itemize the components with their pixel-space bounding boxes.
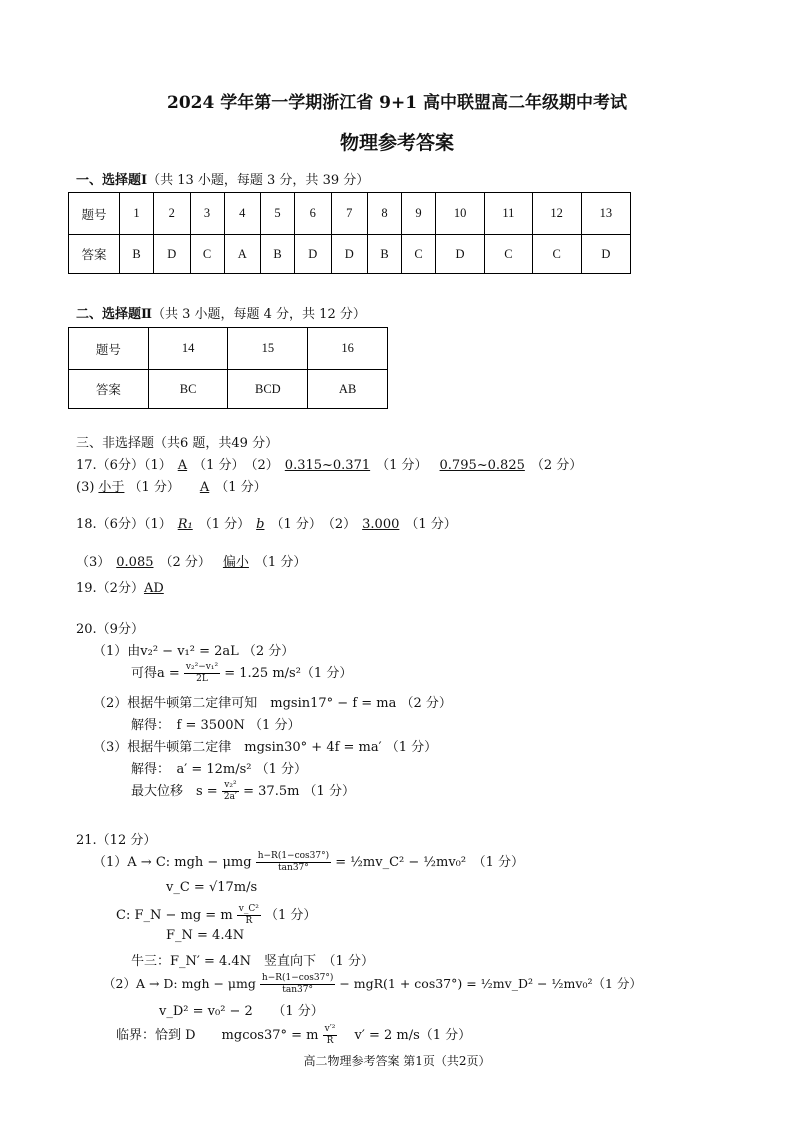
answer-cell: D (581, 235, 630, 274)
q18-text: （2 分） (159, 555, 211, 570)
numerator: h−R(1−cos37°) (261, 973, 334, 983)
q21-step8 (116, 1024, 471, 1047)
q20-step7 (131, 780, 355, 803)
q20-step6: 解得： a′ = 12m/s² （1 分） (131, 762, 308, 777)
q18-answer1: R₁ (177, 517, 193, 532)
q19-prefix: 19.（2分） (76, 581, 144, 596)
number-cell: 5 (261, 193, 295, 235)
q17-line1 (76, 454, 582, 473)
q21-fraction (323, 1024, 338, 1047)
q20-fraction (184, 662, 220, 685)
answer-cell: BC (148, 370, 228, 409)
section2-label: 二、选择题Ⅱ (76, 307, 152, 322)
q21-fraction (237, 904, 261, 927)
q17-answer5: A (199, 480, 210, 495)
q17-answer1: A (177, 458, 188, 473)
section2-row-answers (69, 370, 388, 409)
q21-text: （1）A → C: mgh − μmg (93, 855, 252, 870)
number-cell: 9 (402, 193, 436, 235)
row-head: 题号 (69, 328, 149, 370)
answer-cell: D (154, 235, 191, 274)
q18-text: （1 分） （2） (270, 517, 357, 532)
number-cell: 10 (436, 193, 485, 235)
section2-header (76, 303, 366, 322)
q21-step7: v_D² = v₀² − 2 （1 分） (159, 1004, 324, 1019)
section2-desc: （共 3 小题，每题 4 分，共 12 分） (151, 307, 366, 322)
answer-cell: B (368, 235, 402, 274)
numerator: v′² (324, 1024, 336, 1034)
q18-line1 (76, 513, 457, 532)
number-cell: 2 (154, 193, 191, 235)
section1-desc: （共 13 小题，每题 3 分，共 39 分） (147, 173, 370, 188)
section3-header: 三、非选择题（共6 题，共49 分） (76, 436, 279, 451)
denominator: tan37° (282, 985, 313, 995)
q21-step3 (116, 904, 316, 927)
q18-line2 (76, 551, 306, 570)
q21-step5: 牛三：F_N′ = 4.4N 竖直向下 （1 分） (131, 954, 374, 969)
q21-step1 (93, 851, 524, 874)
row-head: 答案 (69, 370, 149, 409)
q21-text: 临界：恰到 D mgcos37° = m (116, 1028, 319, 1043)
q18-prefix: 18.（6分）（1） (76, 517, 172, 532)
q17-answer4: 小于 (98, 480, 125, 495)
number-cell: 16 (308, 328, 388, 370)
q20-step2 (131, 662, 352, 685)
page-footer: 高二物理参考答案 第1页（共2页） (303, 1054, 491, 1068)
q20-text: = 37.5m （1 分） (243, 784, 355, 799)
section1-row-answers (69, 235, 631, 274)
q21-fraction (256, 851, 331, 874)
numerator: v₂² (222, 780, 239, 792)
q18-answer5: 偏小 (222, 555, 249, 570)
number-cell: 3 (190, 193, 224, 235)
q17-line2 (76, 476, 267, 495)
number-cell: 12 (532, 193, 581, 235)
answer-cell: D (295, 235, 332, 274)
number-cell: 7 (331, 193, 368, 235)
q20-header: 20.（9分） (76, 622, 144, 637)
row-head: 答案 (69, 235, 120, 274)
q20-step1: （1）由v₂² − v₁² = 2aL （2 分） (93, 644, 295, 659)
answer-cell: B (261, 235, 295, 274)
section2-row-numbers (69, 328, 388, 370)
answer-cell: C (485, 235, 532, 274)
q21-text: （2）A → D: mgh − μmg (103, 976, 256, 991)
number-cell: 15 (228, 328, 308, 370)
number-cell: 6 (295, 193, 332, 235)
answer-cell: D (331, 235, 368, 274)
q18-text: （1 分） (198, 517, 251, 532)
denominator: 2L (196, 674, 208, 684)
q21-step2: v_C = √17m/s (166, 880, 258, 895)
number-cell: 8 (368, 193, 402, 235)
answer-cell: C (402, 235, 436, 274)
q17-prefix: 17.（6分）（1） (76, 458, 172, 473)
q17-text: （1 分） （2） (193, 458, 279, 473)
denominator: R (326, 1036, 334, 1046)
section1-table (68, 192, 631, 274)
number-cell: 14 (148, 328, 228, 370)
denominator: R (245, 916, 253, 926)
number-cell: 11 (485, 193, 532, 235)
answer-cell: C (190, 235, 224, 274)
q20-text: = 1.25 m/s²（1 分） (224, 666, 353, 681)
q21-step4: F_N = 4.4N (166, 928, 245, 943)
numerator: v₂²−v₁² (185, 662, 219, 672)
q18-text: （1 分） (254, 555, 307, 570)
q18-answer2: b (256, 517, 265, 532)
section1-label: 一、选择题Ⅰ (76, 173, 148, 188)
q20-step4: 解得： f = 3500N （1 分） (131, 718, 301, 733)
answer-cell: D (436, 235, 485, 274)
document-subtitle: 物理参考答案 (339, 132, 454, 154)
row-head: 题号 (69, 193, 120, 235)
q18-answer4: 0.085 (116, 555, 154, 570)
q20-fraction (222, 780, 239, 803)
number-cell: 13 (581, 193, 630, 235)
numerator: v_C² (238, 904, 259, 914)
section1-row-numbers (69, 193, 631, 235)
q18-answer3: 3.000 (362, 517, 400, 532)
numerator: h−R(1−cos37°) (257, 851, 330, 861)
q17-text: （1 分） (376, 458, 428, 473)
document-title: 2024 学年第一学期浙江省 9+1 高中联盟高二年级期中考试 (167, 93, 627, 113)
number-cell: 1 (120, 193, 154, 235)
q21-text: − mgR(1 + cos37°) = ½mv_D² − ½mv₀²（1 分） (339, 976, 642, 991)
q20-text: 可得a = (131, 666, 180, 681)
q19-line (76, 577, 170, 596)
answer-cell: AB (308, 370, 388, 409)
q18-text: （1 分） (405, 517, 457, 532)
q17-answer2: 0.315~0.371 (284, 458, 371, 473)
section1-header (76, 169, 369, 188)
q21-text: = ½mv_C² − ½mv₀² （1 分） (335, 855, 524, 870)
denominator: 2a′ (223, 792, 237, 802)
q17-text: （1 分） (128, 480, 180, 495)
q20-text: 最大位移 s = (131, 784, 218, 799)
answer-cell: BCD (228, 370, 308, 409)
q17-prefix: (3) (76, 480, 95, 495)
q21-text: C: F_N − mg = m (116, 908, 233, 923)
q21-text: v′ = 2 m/s（1 分） (341, 1028, 472, 1043)
answer-cell: A (224, 235, 261, 274)
q18-prefix: （3） (76, 555, 111, 570)
q21-fraction (260, 973, 335, 996)
q17-text: （1 分） (215, 480, 267, 495)
q17-answer3: 0.795~0.825 (439, 458, 525, 473)
number-cell: 4 (224, 193, 261, 235)
answer-cell: C (532, 235, 581, 274)
answer-cell: B (120, 235, 154, 274)
q17-text: （2 分） (530, 458, 583, 473)
section2-table (68, 327, 388, 409)
q20-step3: （2）根据牛顿第二定律可知 mgsin17° − f = ma （2 分） (93, 696, 452, 711)
q21-text: （1 分） (265, 908, 317, 923)
q21-step6 (103, 973, 642, 996)
q21-header: 21.（12 分） (76, 833, 157, 848)
q19-answer: AD (143, 581, 164, 596)
denominator: tan37° (278, 863, 309, 873)
q20-step5: （3）根据牛顿第二定律 mgsin30° + 4f = ma′ （1 分） (93, 740, 438, 755)
